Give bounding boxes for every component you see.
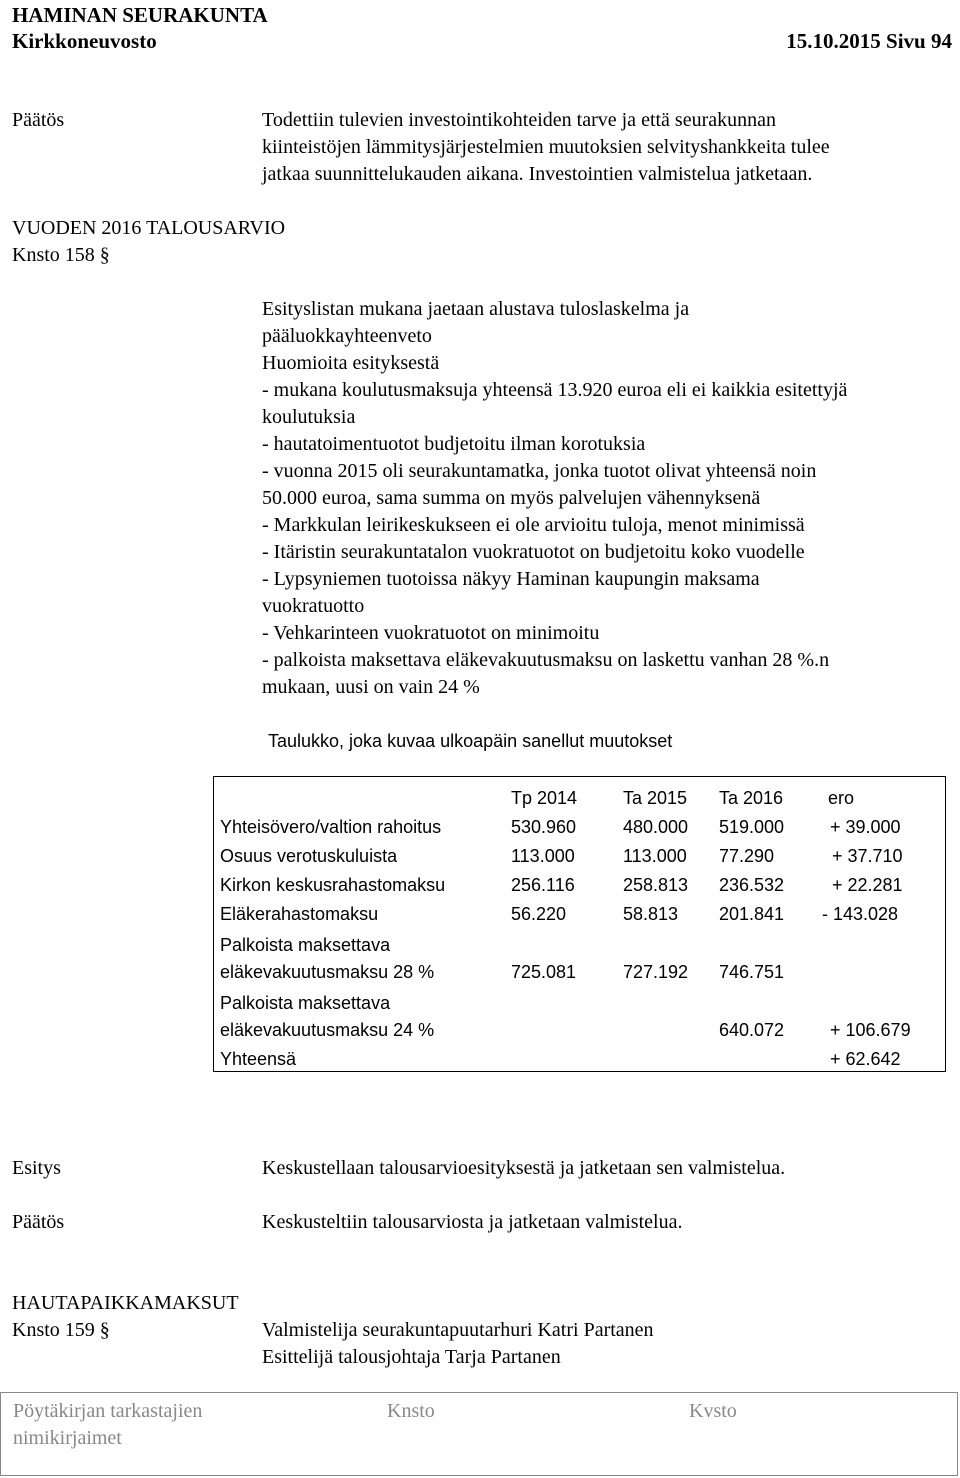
- hautapaikkamaksut-body: [262, 1317, 952, 1371]
- col-header-ero: ero: [828, 788, 855, 808]
- table-cell-ta2016: 201.841: [719, 904, 785, 924]
- paatos-label-2: Päätös: [12, 1211, 65, 1233]
- text-line: vuokratuotto: [262, 595, 365, 617]
- table-cell-ta2015: 113.000: [623, 846, 687, 866]
- table-cell-tp2014: 530.960: [511, 817, 577, 837]
- table-cell-ero: + 106.679: [830, 1020, 911, 1040]
- table-row-label-total: Yhteensä: [220, 1049, 297, 1069]
- table-cell-tp2014: 725.081: [511, 962, 577, 982]
- text-line: - mukana koulutusmaksuja yhteensä 13.920 euroa eli ei kaikkia esitettyjä: [262, 379, 848, 401]
- table-row-label: Eläkerahastomaksu: [220, 904, 379, 924]
- col-header-ta2015: Ta 2015: [623, 788, 688, 808]
- table-cell-ta2016: 519.000: [719, 817, 785, 837]
- table-row-label: Palkoista maksettava: [220, 935, 391, 955]
- text-line: 50.000 euroa, sama summa on myös palvelujen vähennyksenä: [262, 487, 761, 509]
- text-line: - Lypsyniemen tuotoissa näkyy Haminan kaupungin maksama: [262, 568, 760, 590]
- footer-knsto: Knsto: [387, 1400, 435, 1422]
- table-row-label: Yhteisövero/valtion rahoitus: [220, 817, 442, 837]
- text-line: - Vehkarinteen vuokratuotot on minimoitu: [262, 622, 600, 644]
- organization-name: HAMINAN SEURAKUNTA: [12, 3, 268, 27]
- table-cell-ero-total: + 62.642: [830, 1049, 901, 1069]
- text-line: koulutuksia: [262, 406, 356, 428]
- text-line: Esittelijä talousjohtaja Tarja Partanen: [262, 1346, 561, 1368]
- text-line: - palkoista maksettava eläkevakuutusmaksu on laskettu vanhan 28 %.n: [262, 649, 830, 671]
- footer-kvsto: Kvsto: [689, 1400, 737, 1422]
- table-cell-ero: + 39.000: [830, 817, 901, 837]
- text-line: pääluokkayhteenveto: [262, 325, 432, 347]
- section-title-talousarvio: VUODEN 2016 TALOUSARVIO: [12, 217, 286, 239]
- budget-table: [213, 776, 946, 1072]
- board-name: Kirkkoneuvosto: [12, 29, 157, 53]
- text-line: Valmistelija seurakuntapuutarhuri Katri Partanen: [262, 1319, 654, 1341]
- text-line: Esityslistan mukana jaetaan alustava tuloslaskelma ja: [262, 298, 690, 320]
- section-ref-159: Knsto 159 §: [12, 1319, 110, 1341]
- text-line: - Itäristin seurakuntatalon vuokratuotot on budjetoitu koko vuodelle: [262, 541, 805, 563]
- text-line: Todettiin tulevien investointikohteiden tarve ja että seurakunnan: [262, 109, 777, 131]
- text-line: kiinteistöjen lämmitysjärjestelmien muutoksien selvityshankkeita tulee: [262, 136, 830, 158]
- table-cell-ero: + 37.710: [832, 846, 903, 866]
- table-cell-ta2016: 640.072: [719, 1020, 785, 1040]
- text-line: - hautatoimentuotot budjetoitu ilman korotuksia: [262, 433, 646, 455]
- table-cell-ta2015: 480.000: [623, 817, 689, 837]
- table-row-label: eläkevakuutusmaksu 28 %: [220, 962, 435, 982]
- text-line: mukaan, uusi on vain 24 %: [262, 676, 480, 698]
- esitys-label: Esitys: [12, 1157, 61, 1179]
- paatos-label-1: Päätös: [12, 109, 65, 131]
- table-cell-ta2016: 236.532: [719, 875, 785, 895]
- table-cell-ta2016: 746.751: [719, 962, 785, 982]
- table-cell-tp2014: 113.000: [511, 846, 575, 866]
- table-row-label: Kirkon keskusrahastomaksu: [220, 875, 446, 895]
- talousarvio-body: [262, 296, 952, 701]
- table-cell-ta2015: 727.192: [623, 962, 689, 982]
- table-cell-ero: - 143.028: [822, 904, 899, 924]
- text-line: jatkaa suunnittelukauden aikana. Investointien valmistelua jatketaan.: [262, 163, 813, 185]
- table-cell-tp2014: 56.220: [511, 904, 567, 924]
- table-cell-tp2014: 256.116: [511, 875, 575, 895]
- table-row-label: eläkevakuutusmaksu 24 %: [220, 1020, 435, 1040]
- table-cell-ta2016: 77.290: [719, 846, 775, 866]
- text-line: - Markkulan leirikeskukseen ei ole arvioitu tuloja, menot minimissä: [262, 514, 805, 536]
- paatos-text-1: [262, 107, 952, 188]
- table-cell-ta2015: 258.813: [623, 875, 689, 895]
- footer-label-line1: Pöytäkirjan tarkastajien: [13, 1400, 203, 1422]
- esitys-text: Keskustellaan talousarvioesityksestä ja jatketaan sen valmistelua.: [262, 1157, 786, 1179]
- section-title-hautapaikkamaksut: HAUTAPAIKKAMAKSUT: [12, 1292, 239, 1314]
- table-caption: Taulukko, joka kuvaa ulkoapäin sanellut muutokset: [268, 731, 673, 751]
- paatos-text-2: Keskusteltiin talousarviosta ja jatketaan valmistelua.: [262, 1211, 683, 1233]
- col-header-tp2014: Tp 2014: [511, 788, 578, 808]
- footer-label-line2: nimikirjaimet: [13, 1427, 122, 1449]
- table-cell-ero: + 22.281: [832, 875, 903, 895]
- text-line: - vuonna 2015 oli seurakuntamatka, jonka tuotot olivat yhteensä noin: [262, 460, 817, 482]
- table-row-label: Osuus verotuskuluista: [220, 846, 398, 866]
- signature-footer: [0, 1392, 958, 1476]
- text-line: Huomioita esityksestä: [262, 352, 440, 374]
- table-row-label: Palkoista maksettava: [220, 993, 391, 1013]
- col-header-ta2016: Ta 2016: [719, 788, 784, 808]
- date-page: 15.10.2015 Sivu 94: [786, 29, 952, 53]
- section-ref-158: Knsto 158 §: [12, 244, 110, 266]
- table-cell-ta2015: 58.813: [623, 904, 679, 924]
